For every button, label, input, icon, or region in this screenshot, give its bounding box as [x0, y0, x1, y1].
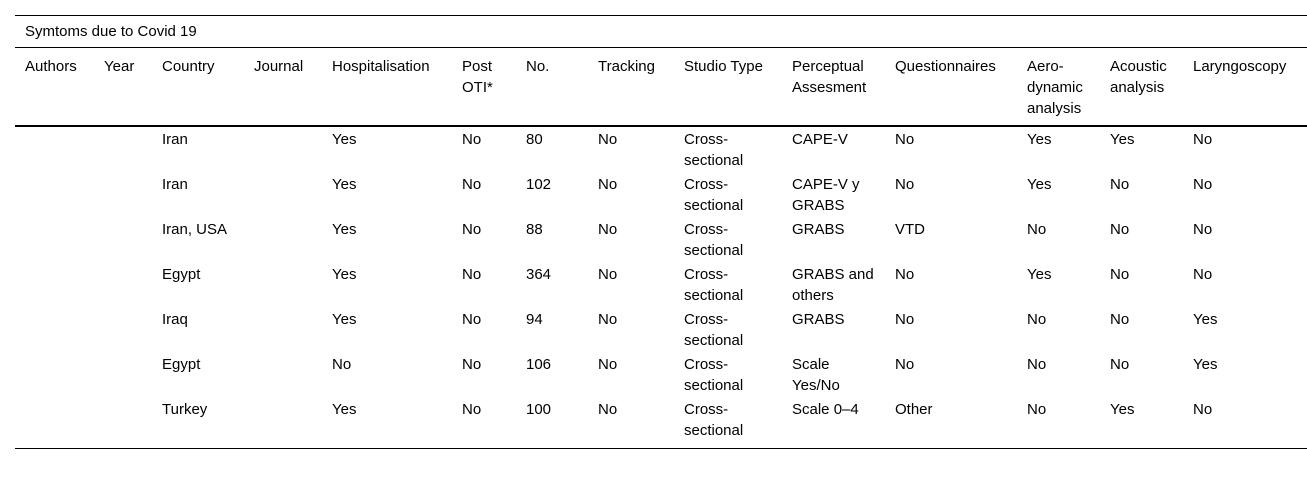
cell-hospitalisation: Yes	[332, 176, 357, 193]
table-row	[15, 262, 1307, 307]
cell-acoustic: Yes	[1110, 401, 1135, 418]
cell-perceptual: GRABS and others	[792, 266, 874, 304]
cell-country: Iraq	[162, 311, 188, 328]
cell-laryngoscopy: No	[1193, 176, 1213, 193]
table-row	[15, 352, 1307, 397]
col-header-year: Year	[104, 58, 135, 75]
cell-number: 88	[526, 221, 543, 238]
cell-post-oti: No	[462, 221, 482, 238]
col-header-questionnaires: Questionnaires	[895, 58, 996, 75]
cell-aerodynamic: No	[1027, 356, 1047, 373]
cell-questionnaires: No	[895, 356, 915, 373]
cell-hospitalisation: Yes	[332, 401, 357, 418]
cell-post-oti: No	[462, 266, 482, 283]
cell-questionnaires: No	[895, 266, 915, 283]
cell-aerodynamic: No	[1027, 311, 1047, 328]
cell-study-type: Cross-sectional	[684, 176, 744, 214]
col-header-perceptual: Perceptual Assesment	[792, 58, 867, 96]
cell-questionnaires: No	[895, 311, 915, 328]
cell-perceptual: GRABS	[792, 221, 845, 238]
data-table	[15, 48, 1307, 442]
cell-aerodynamic: Yes	[1027, 176, 1052, 193]
cell-tracking: No	[598, 311, 618, 328]
cell-tracking: No	[598, 356, 618, 373]
cell-study-type: Cross-sectional	[684, 311, 744, 349]
cell-country: Iran, USA	[162, 221, 228, 238]
cell-laryngoscopy: Yes	[1193, 356, 1218, 373]
cell-number: 106	[526, 356, 552, 373]
cell-authors	[15, 307, 94, 352]
cell-year	[94, 307, 152, 352]
cell-study-type: Cross-sectional	[684, 401, 744, 439]
cell-acoustic: No	[1110, 176, 1130, 193]
cell-questionnaires: No	[895, 131, 915, 148]
cell-journal	[244, 217, 322, 262]
cell-perceptual: CAPE-V y GRABS	[792, 176, 860, 214]
cell-post-oti: No	[462, 176, 482, 193]
cell-post-oti: No	[462, 401, 482, 418]
cell-hospitalisation: Yes	[332, 131, 357, 148]
cell-laryngoscopy: No	[1193, 221, 1213, 238]
cell-authors	[15, 217, 94, 262]
cell-post-oti: No	[462, 311, 482, 328]
cell-tracking: No	[598, 221, 618, 238]
cell-tracking: No	[598, 131, 618, 148]
cell-journal	[244, 262, 322, 307]
cell-acoustic: No	[1110, 266, 1130, 283]
cell-country: Egypt	[162, 266, 201, 283]
cell-year	[94, 217, 152, 262]
header-row	[15, 48, 1307, 126]
table-row	[15, 307, 1307, 352]
cell-study-type: Cross-sectional	[684, 266, 744, 304]
cell-tracking: No	[598, 176, 618, 193]
cell-post-oti: No	[462, 131, 482, 148]
cell-laryngoscopy: No	[1193, 131, 1213, 148]
cell-authors	[15, 262, 94, 307]
cell-aerodynamic: No	[1027, 221, 1047, 238]
cell-country: Iran	[162, 131, 188, 148]
table-row	[15, 172, 1307, 217]
col-header-journal: Journal	[254, 58, 304, 75]
cell-questionnaires: Other	[895, 401, 933, 418]
cell-study-type: Cross-sectional	[684, 356, 744, 394]
cell-perceptual: GRABS	[792, 311, 845, 328]
cell-number: 102	[526, 176, 552, 193]
col-header-country: Country	[162, 58, 215, 75]
cell-hospitalisation: Yes	[332, 311, 357, 328]
cell-laryngoscopy: No	[1193, 401, 1213, 418]
col-header-tracking: Tracking	[598, 58, 655, 75]
cell-laryngoscopy: Yes	[1193, 311, 1218, 328]
col-header-hospitalisation: Hospitalisation	[332, 58, 430, 75]
cell-hospitalisation: No	[332, 356, 352, 373]
cell-number: 100	[526, 401, 552, 418]
cell-acoustic: No	[1110, 221, 1130, 238]
table-row	[15, 217, 1307, 262]
col-header-post-oti: Post OTI*	[462, 58, 493, 96]
col-header-authors: Authors	[25, 58, 77, 75]
cell-study-type: Cross-sectional	[684, 221, 744, 259]
cell-laryngoscopy: No	[1193, 266, 1213, 283]
col-header-aerodynamic: Aero-dynamic analysis	[1027, 58, 1083, 117]
cell-journal	[244, 126, 322, 172]
cell-country: Egypt	[162, 356, 201, 373]
cell-hospitalisation: Yes	[332, 266, 357, 283]
cell-year	[94, 397, 152, 442]
col-header-laryngoscopy: Laryngoscopy	[1193, 58, 1287, 75]
bottom-rule	[15, 448, 1307, 449]
cell-perceptual: Scale 0–4	[792, 401, 859, 418]
cell-number: 80	[526, 131, 543, 148]
cell-authors	[15, 172, 94, 217]
col-header-number: No.	[526, 58, 550, 75]
cell-year	[94, 172, 152, 217]
cell-post-oti: No	[462, 356, 482, 373]
cell-number: 94	[526, 311, 543, 328]
cell-authors	[15, 397, 94, 442]
table-body	[15, 126, 1307, 442]
cell-questionnaires: No	[895, 176, 915, 193]
cell-aerodynamic: Yes	[1027, 266, 1052, 283]
cell-questionnaires: VTD	[895, 221, 925, 238]
cell-authors	[15, 126, 94, 172]
cell-authors	[15, 352, 94, 397]
cell-tracking: No	[598, 401, 618, 418]
cell-country: Iran	[162, 176, 188, 193]
cell-year	[94, 352, 152, 397]
table-row	[15, 397, 1307, 442]
cell-perceptual: Scale Yes/No	[792, 356, 840, 394]
cell-acoustic: Yes	[1110, 131, 1135, 148]
cell-journal	[244, 352, 322, 397]
cell-aerodynamic: Yes	[1027, 131, 1052, 148]
table-row	[15, 126, 1307, 172]
cell-study-type: Cross-sectional	[684, 131, 744, 169]
cell-year	[94, 126, 152, 172]
cell-journal	[244, 172, 322, 217]
cell-acoustic: No	[1110, 356, 1130, 373]
col-header-acoustic: Acoustic analysis	[1110, 58, 1167, 96]
col-header-study-type: Studio Type	[684, 58, 763, 75]
cell-tracking: No	[598, 266, 618, 283]
covid-voice-table	[15, 15, 1307, 449]
cell-year	[94, 262, 152, 307]
cell-hospitalisation: Yes	[332, 221, 357, 238]
cell-country: Turkey	[162, 401, 208, 418]
cell-number: 364	[526, 266, 552, 283]
cell-journal	[244, 307, 322, 352]
cell-aerodynamic: No	[1027, 401, 1047, 418]
cell-journal	[244, 397, 322, 442]
table-caption: Symtoms due to Covid 19	[25, 23, 197, 40]
cell-perceptual: CAPE-V	[792, 131, 848, 148]
cell-acoustic: No	[1110, 311, 1130, 328]
